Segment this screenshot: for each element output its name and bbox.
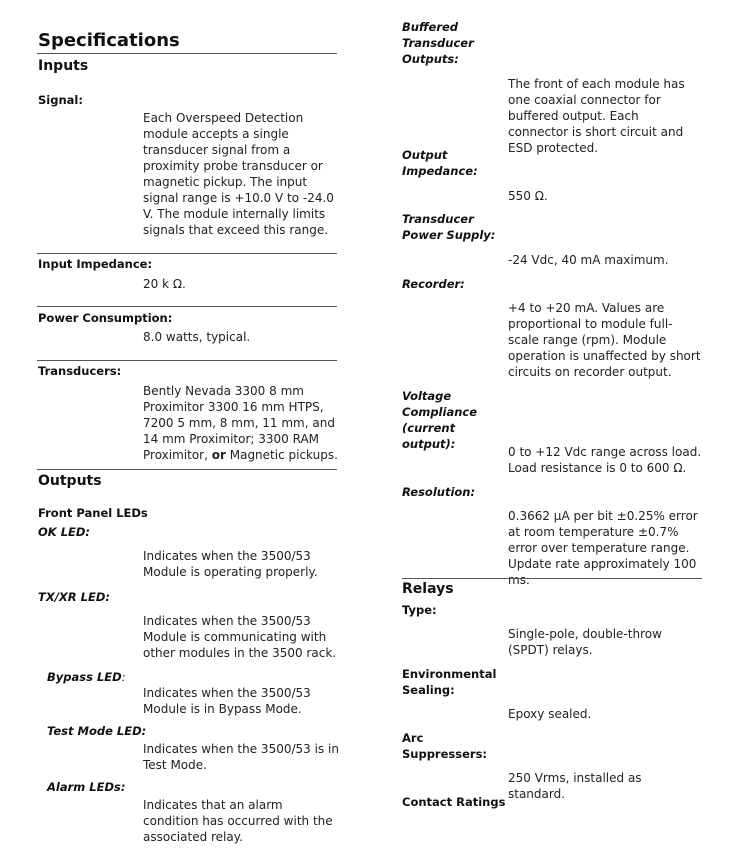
transducers-or: or <box>211 448 226 462</box>
outputs-heading: Outputs <box>38 473 102 489</box>
input-impedance-label: Input Impedance: <box>38 257 153 271</box>
inputs-heading: Inputs <box>38 58 89 74</box>
buffered-outputs-text: The front of each module has one coaxial connector for buffered output. Each connector is short circuit and ESD protected. <box>508 77 685 155</box>
front-panel-leds-label: Front Panel LEDs <box>38 506 148 520</box>
type-text: Single-pole, double-throw (SPDT) relays. <box>508 627 662 657</box>
environmental-sealing-text: Epoxy sealed. <box>508 707 592 721</box>
relays-rule <box>402 578 702 579</box>
bypass-led-label: Bypass LED: <box>47 670 126 684</box>
type-label: Type: <box>402 603 437 617</box>
voltage-compliance-text: 0 to +12 Vdc range across load. Load resistance is 0 to 600 Ω. <box>508 445 702 475</box>
voltage-compliance-label: Voltage Compliance (current output): <box>402 389 478 451</box>
ok-led-text: Indicates when the 3500/53 Module is operating properly. <box>143 549 318 579</box>
alarm-leds-label: Alarm LEDs: <box>47 780 126 794</box>
resolution-label: Resolution: <box>402 485 476 499</box>
arc-suppressers-label: Arc Suppressers: <box>402 731 488 761</box>
transducers-label: Transducers: <box>38 364 122 378</box>
input-impedance-text: 20 k Ω. <box>143 277 186 291</box>
ok-led-label: OK LED: <box>38 525 91 539</box>
page-title: Specifications <box>38 30 180 51</box>
test-mode-led-label: Test Mode LED: <box>47 724 147 738</box>
buffered-outputs-label: Buffered Transducer Outputs: <box>402 20 474 66</box>
relays-heading: Relays <box>402 581 454 597</box>
transducers-text: Bently Nevada 3300 8 mm Proximitor 3300 16 mm HTPS, 7200 5 mm, 8 mm, 11 mm, and 14 mm Proximitor; 3300 RAM Proximitor, or Magnetic pickups. <box>143 384 338 462</box>
divider <box>37 253 337 254</box>
signal-text: Each Overspeed Detection module accepts a single transducer signal from a proximity probe transducer or magnetic pickup. The input signal range is +10.0 V to -24.0 V. The module internally limits signals that exceed this range. <box>143 111 334 237</box>
recorder-label: Recorder: <box>402 277 465 291</box>
bypass-led-text: Indicates when the 3500/53 Module is in Bypass Mode. <box>143 686 311 716</box>
transducer-power-supply-text: -24 Vdc, 40 mA maximum. <box>508 253 669 267</box>
txrx-led-text: Indicates when the 3500/53 Module is communicating with other modules in the 3500 rack. <box>143 614 337 660</box>
title-rule <box>37 53 337 54</box>
resolution-text: 0.3662 µA per bit ±0.25% error at room temperature ±0.7% error over temperature range. Update rate approximately 100 ms. <box>508 509 698 587</box>
output-impedance-text: 550 Ω. <box>508 189 548 203</box>
power-consumption-label: Power Consumption: <box>38 311 173 325</box>
output-impedance-label: Output Impedance: <box>402 148 478 178</box>
recorder-text: +4 to +20 mA. Values are proportional to module full-scale range (rpm). Module operation is unaffected by short circuits on recorder output. <box>508 301 701 379</box>
transducer-power-supply-label: Transducer Power Supply: <box>402 212 496 242</box>
divider <box>37 360 337 361</box>
power-consumption-text: 8.0 watts, typical. <box>143 330 251 344</box>
contact-ratings-label: Contact Ratings <box>402 795 506 809</box>
divider <box>37 469 337 470</box>
txrx-led-label: TX/XR LED: <box>38 590 110 604</box>
divider <box>37 306 337 307</box>
test-mode-led-text: Indicates when the 3500/53 is in Test Mode. <box>143 742 339 772</box>
alarm-leds-text: Indicates that an alarm condition has occurred with the associated relay. <box>143 798 333 844</box>
signal-label: Signal: <box>38 93 83 107</box>
environmental-sealing-label: Environmental Sealing: <box>402 667 497 697</box>
arc-suppressers-text: 250 Vrms, installed as standard. <box>508 771 642 801</box>
